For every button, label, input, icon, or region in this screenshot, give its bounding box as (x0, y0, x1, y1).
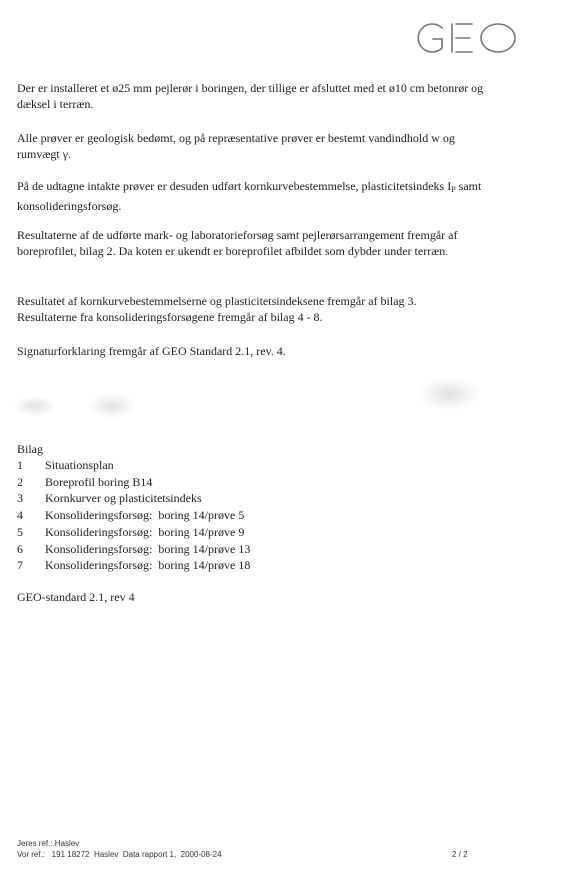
paragraph-intakte-proever-end: samt konsolideringsforsøg. (17, 179, 482, 213)
paragraph-resultaterne: Resultaterne af de udførte mark- og laboratorieforsøg samt pejlerørsarrangement fremgår af boreprofilet, bilag 2. Da koten er ukendt er boreprofilet afbildet som dybder under terræn. (17, 228, 458, 258)
bilag-text: Kornkurver og plasticitetsindeks (45, 491, 202, 506)
bilag-item (17, 557, 377, 574)
scan-smudge (14, 396, 56, 416)
bilag-number: 6 (17, 541, 23, 556)
footer-jeres-ref: Jeres ref.: Haslev (17, 839, 80, 848)
bilag-number: 1 (17, 458, 23, 472)
footer-vor-ref: Vor ref.: 191 18272 Haslev Data rapport 1, 2000-08-24 (17, 850, 222, 859)
geo-logo (412, 18, 522, 56)
bilag-item (17, 524, 377, 541)
paragraph-signaturforklaring: Signaturforklaring fremgår af GEO Standard 2.1, rev. 4. (17, 344, 286, 358)
bilag-item (17, 507, 377, 524)
paragraph-proever: Alle prøver er geologisk bedømt, og på repræsentative prøver er bestemt vandindhold w og rumvægt γ. (17, 131, 455, 161)
paragraph-intakte-proever (17, 178, 487, 214)
bilag-number: 2 (17, 474, 23, 489)
bilag-item (17, 541, 377, 558)
resultatet-line-1: Resultatet af kornkurvebestemmelserne og plasticitetsindeksene fremgår af bilag 3. (17, 294, 417, 308)
scan-smudge (418, 378, 480, 410)
page-number: 2 / 2 (452, 850, 468, 859)
bilag-list (17, 457, 377, 574)
bilag-number: 4 (17, 508, 23, 523)
geo-standard-reference: GEO-standard 2.1, rev 4 (17, 590, 135, 604)
geo-logo-mark (412, 18, 522, 56)
bilag-number: 7 (17, 558, 23, 573)
ip-subscript: P (451, 185, 456, 194)
bilag-text: Konsolideringsforsøg: boring 14/prøve 5 (45, 508, 245, 523)
bilag-item (17, 474, 377, 491)
bilag-text: Situationsplan (45, 458, 114, 472)
bilag-text: Konsolideringsforsøg: boring 14/prøve 13 (45, 541, 251, 556)
paragraph-intakte-proever-text: På de udtagne intakte prøver er desuden udført kornkurvebestemmelse, plasticitetsindeks I (17, 179, 452, 193)
paragraph-pejleroer: Der er installeret et ø25 mm pejlerør i boringen, der tillige er afsluttet med et ø10 cm betonrør og dæksel i terræn. (17, 81, 484, 111)
bilag-number: 3 (17, 491, 23, 506)
bilag-text: Konsolideringsforsøg: boring 14/prøve 9 (45, 524, 245, 539)
bilag-item (17, 457, 377, 474)
bilag-text: Boreprofil boring B14 (45, 474, 153, 489)
bilag-heading: Bilag (17, 442, 43, 456)
scan-smudge (88, 394, 136, 418)
bilag-number: 5 (17, 524, 23, 539)
bilag-text: Konsolideringsforsøg: boring 14/prøve 18 (45, 558, 251, 573)
bilag-item (17, 490, 377, 507)
paragraph-resultatet (17, 293, 487, 325)
resultatet-line-2: Resultaterne fra konsolideringsforsøgene fremgår af bilag 4 - 8. (17, 310, 323, 324)
